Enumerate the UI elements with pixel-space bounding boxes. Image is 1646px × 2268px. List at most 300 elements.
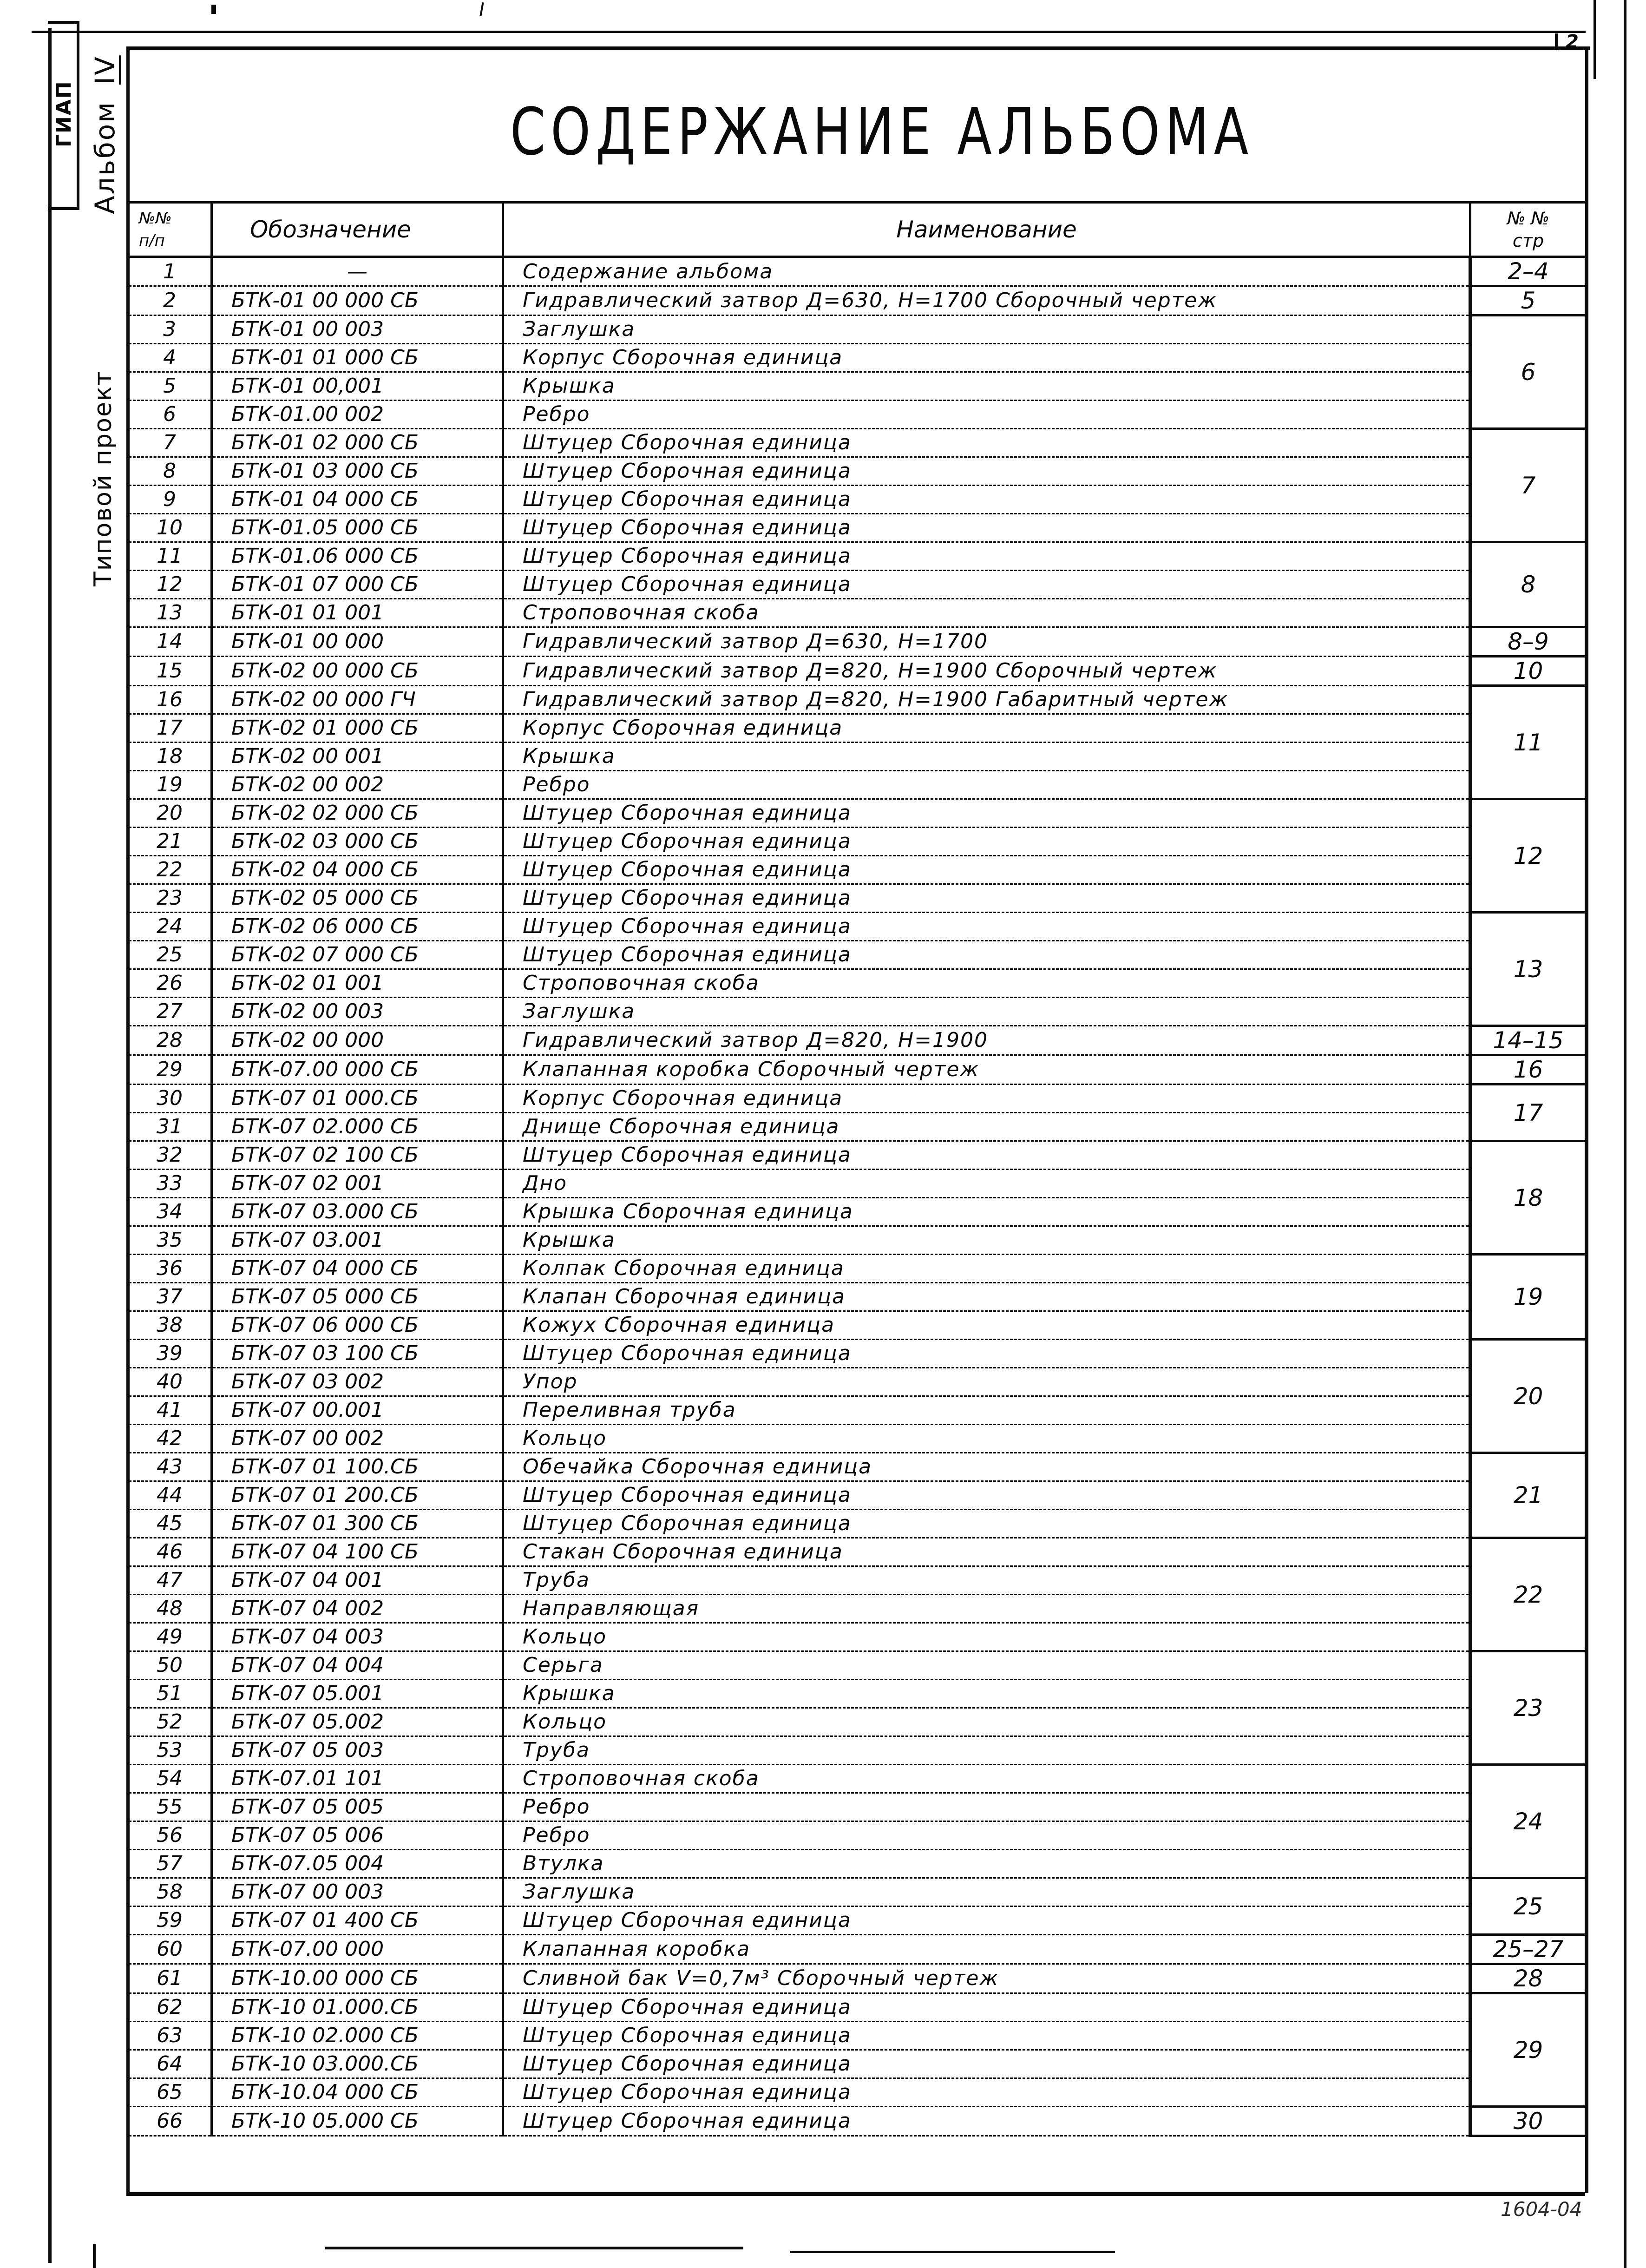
row-number: 53 xyxy=(128,1736,212,1765)
row-number: 32 xyxy=(128,1141,212,1170)
row-number: 11 xyxy=(128,542,212,571)
table-row xyxy=(128,1793,1587,1821)
row-designation: БТК-02 05 000 СБ xyxy=(212,884,503,913)
row-name: Штуцер Сборочная единица xyxy=(503,884,1470,913)
table-row xyxy=(128,429,1587,457)
row-designation: БТК-10 05.000 СБ xyxy=(212,2107,503,2136)
row-designation: БТК-02 06 000 СБ xyxy=(212,913,503,941)
row-number: 51 xyxy=(128,1680,212,1708)
row-designation: БТК-01 01 001 xyxy=(212,599,503,627)
table-row xyxy=(128,627,1587,657)
row-pages: 29 xyxy=(1470,1993,1587,2107)
row-designation: БТК-10.04 000 СБ xyxy=(212,2078,503,2107)
row-number: 63 xyxy=(128,2022,212,2050)
row-designation: БТК-10 01.000.СБ xyxy=(212,1993,503,2022)
row-pages: 11 xyxy=(1470,686,1587,799)
row-name: Штуцер Сборочная единица xyxy=(503,1510,1470,1538)
table-row xyxy=(128,571,1587,599)
row-number: 9 xyxy=(128,486,212,514)
row-designation: БТК-02 00 000 xyxy=(212,1026,503,1055)
row-number: 54 xyxy=(128,1765,212,1793)
row-pages: 16 xyxy=(1470,1055,1587,1085)
table-row xyxy=(128,1085,1587,1113)
row-name: Строповочная скоба xyxy=(503,969,1470,998)
row-designation: БТК-07 06 000 СБ xyxy=(212,1311,503,1340)
table-row xyxy=(128,1170,1587,1198)
row-name: Труба xyxy=(503,1736,1470,1765)
row-number: 3 xyxy=(128,316,212,344)
row-pages: 14–15 xyxy=(1470,1026,1587,1055)
row-name: Клапан Сборочная единица xyxy=(503,1283,1470,1311)
row-designation: БТК-07 05 003 xyxy=(212,1736,503,1765)
row-number: 28 xyxy=(128,1026,212,1055)
row-pages: 28 xyxy=(1470,1964,1587,1993)
table-row xyxy=(128,486,1587,514)
row-name: Штуцер Сборочная единица xyxy=(503,429,1470,457)
row-number: 29 xyxy=(128,1055,212,1085)
row-name: Кольцо xyxy=(503,1623,1470,1651)
row-number: 58 xyxy=(128,1878,212,1906)
row-number: 33 xyxy=(128,1170,212,1198)
table-row xyxy=(128,771,1587,799)
row-number: 10 xyxy=(128,514,212,542)
row-pages: 25 xyxy=(1470,1878,1587,1935)
table-row xyxy=(128,1623,1587,1651)
row-pages: 7 xyxy=(1470,429,1587,542)
row-name: Крышка xyxy=(503,1680,1470,1708)
row-name: Кольцо xyxy=(503,1425,1470,1453)
row-number: 22 xyxy=(128,856,212,884)
row-number: 8 xyxy=(128,457,212,486)
table-row xyxy=(128,286,1587,316)
row-designation: БТК-02 00 000 ГЧ xyxy=(212,686,503,714)
table-row xyxy=(128,1708,1587,1736)
header-pages xyxy=(1470,203,1587,257)
row-number: 23 xyxy=(128,884,212,913)
row-number: 46 xyxy=(128,1538,212,1566)
row-pages: 24 xyxy=(1470,1765,1587,1878)
table-row xyxy=(128,1878,1587,1906)
row-name: Штуцер Сборочная единица xyxy=(503,2050,1470,2078)
row-name: Ребро xyxy=(503,1821,1470,1850)
row-pages: 30 xyxy=(1470,2107,1587,2136)
contents-table xyxy=(126,201,1588,2137)
row-designation: БТК-10.00 000 СБ xyxy=(212,1964,503,1993)
row-name: Заглушка xyxy=(503,1878,1470,1906)
header-number xyxy=(128,203,212,257)
album-number: IV xyxy=(89,55,121,85)
row-name: Штуцер Сборочная единица xyxy=(503,457,1470,486)
header-number-bottom: п/п xyxy=(139,231,165,250)
row-number: 55 xyxy=(128,1793,212,1821)
table-row xyxy=(128,1141,1587,1170)
table-row xyxy=(128,1255,1587,1283)
table-row xyxy=(128,1538,1587,1566)
table-row xyxy=(128,1283,1587,1311)
table-row xyxy=(128,401,1587,429)
table-row xyxy=(128,799,1587,828)
row-name: Направляющая xyxy=(503,1595,1470,1623)
row-pages: 22 xyxy=(1470,1538,1587,1651)
row-pages: 12 xyxy=(1470,799,1587,913)
table-row xyxy=(128,1736,1587,1765)
row-designation: БТК-01.00 002 xyxy=(212,401,503,429)
row-name: Штуцер Сборочная единица xyxy=(503,2078,1470,2107)
table-row xyxy=(128,828,1587,856)
row-designation: БТК-01 07 000 СБ xyxy=(212,571,503,599)
row-name: Штуцер Сборочная единица xyxy=(503,1141,1470,1170)
row-designation: БТК-10 02.000 СБ xyxy=(212,2022,503,2050)
row-designation: БТК-02 07 000 СБ xyxy=(212,941,503,969)
table-body xyxy=(128,257,1587,2136)
table-row xyxy=(128,1510,1587,1538)
row-number: 16 xyxy=(128,686,212,714)
row-number: 60 xyxy=(128,1935,212,1964)
row-name: Дно xyxy=(503,1170,1470,1198)
row-designation: БТК-07.00 000 xyxy=(212,1935,503,1964)
row-designation: БТК-01 03 000 СБ xyxy=(212,457,503,486)
row-designation: БТК-01.05 000 СБ xyxy=(212,514,503,542)
scan-mark xyxy=(1594,0,1596,79)
row-name: Штуцер Сборочная единица xyxy=(503,941,1470,969)
row-number: 2 xyxy=(128,286,212,316)
row-number: 45 xyxy=(128,1510,212,1538)
row-name: Ребро xyxy=(503,1793,1470,1821)
row-designation: БТК-07.01 101 xyxy=(212,1765,503,1793)
row-designation: — xyxy=(212,257,503,286)
row-designation: БТК-07 00 002 xyxy=(212,1425,503,1453)
table-row xyxy=(128,913,1587,941)
row-name: Кольцо xyxy=(503,1708,1470,1736)
scan-mark xyxy=(479,2,484,16)
row-designation: БТК-07 04 000 СБ xyxy=(212,1255,503,1283)
row-number: 36 xyxy=(128,1255,212,1283)
row-pages: 13 xyxy=(1470,913,1587,1026)
header-designation: Обозначение xyxy=(212,203,503,257)
table-row xyxy=(128,1453,1587,1481)
table-row xyxy=(128,1906,1587,1935)
row-name: Упор xyxy=(503,1368,1470,1396)
row-number: 41 xyxy=(128,1396,212,1425)
row-designation: БТК-07 02 100 СБ xyxy=(212,1141,503,1170)
row-number: 40 xyxy=(128,1368,212,1396)
scan-mark xyxy=(790,2251,1115,2253)
row-designation: БТК-02 03 000 СБ xyxy=(212,828,503,856)
row-number: 57 xyxy=(128,1850,212,1878)
row-name: Гидравлический затвор Д=820, Н=1900 xyxy=(503,1026,1470,1055)
row-designation: БТК-02 00 001 xyxy=(212,743,503,771)
table-row xyxy=(128,657,1587,686)
row-name: Корпус Сборочная единица xyxy=(503,344,1470,372)
scan-mark xyxy=(325,2247,743,2249)
row-designation: БТК-07.00 000 СБ xyxy=(212,1055,503,1085)
row-designation: БТК-02 00 003 xyxy=(212,998,503,1026)
row-designation: БТК-01.06 000 СБ xyxy=(212,542,503,571)
album-label xyxy=(88,44,122,225)
row-designation: БТК-02 00 000 СБ xyxy=(212,657,503,686)
row-designation: БТК-01 00 000 xyxy=(212,627,503,657)
row-number: 25 xyxy=(128,941,212,969)
row-number: 24 xyxy=(128,913,212,941)
row-designation: БТК-07 01 000.СБ xyxy=(212,1085,503,1113)
row-pages: 21 xyxy=(1470,1453,1587,1538)
row-designation: БТК-07 00 003 xyxy=(212,1878,503,1906)
table-row xyxy=(128,1198,1587,1226)
row-name: Штуцер Сборочная единица xyxy=(503,799,1470,828)
table-row xyxy=(128,1113,1587,1141)
row-designation: БТК-07 01 100.СБ xyxy=(212,1453,503,1481)
row-designation: БТК-07 04 002 xyxy=(212,1595,503,1623)
scan-mark xyxy=(93,2244,96,2268)
row-pages: 25–27 xyxy=(1470,1935,1587,1964)
row-designation: БТК-02 02 000 СБ xyxy=(212,799,503,828)
row-designation: БТК-07 01 300 СБ xyxy=(212,1510,503,1538)
table-row xyxy=(128,1935,1587,1964)
row-pages: 19 xyxy=(1470,1255,1587,1340)
row-name: Кожух Сборочная единица xyxy=(503,1311,1470,1340)
table-row xyxy=(128,1368,1587,1396)
row-name: Штуцер Сборочная единица xyxy=(503,514,1470,542)
header-number-top: №№ xyxy=(139,209,172,228)
row-designation: БТК-01 01 000 СБ xyxy=(212,344,503,372)
table-header-row xyxy=(128,203,1587,257)
table-row xyxy=(128,884,1587,913)
row-name: Содержание альбома xyxy=(503,257,1470,286)
table-row xyxy=(128,743,1587,771)
header-name: Наименование xyxy=(503,203,1470,257)
row-name: Гидравлический затвор Д=820, Н=1900 Габаритный чертеж xyxy=(503,686,1470,714)
row-designation: БТК-01 04 000 СБ xyxy=(212,486,503,514)
row-designation: БТК-01 00,001 xyxy=(212,372,503,401)
table-row xyxy=(128,599,1587,627)
row-name: Переливная труба xyxy=(503,1396,1470,1425)
row-name: Гидравлический затвор Д=820, Н=1900 Сборочный чертеж xyxy=(503,657,1470,686)
row-designation: БТК-07 05 000 СБ xyxy=(212,1283,503,1311)
row-number: 1 xyxy=(128,257,212,286)
row-name: Сливной бак V=0,7м³ Сборочный чертеж xyxy=(503,1964,1470,1993)
row-designation: БТК-07 03 002 xyxy=(212,1368,503,1396)
row-number: 35 xyxy=(128,1226,212,1255)
institute-label: ГИАП xyxy=(52,80,76,147)
table-row xyxy=(128,1651,1587,1680)
row-name: Серьга xyxy=(503,1651,1470,1680)
table-row xyxy=(128,1680,1587,1708)
row-name: Корпус Сборочная единица xyxy=(503,1085,1470,1113)
row-designation: БТК-02 01 001 xyxy=(212,969,503,998)
row-number: 42 xyxy=(128,1425,212,1453)
header-pages-top: № № xyxy=(1507,208,1550,229)
row-number: 6 xyxy=(128,401,212,429)
row-designation: БТК-07 02 001 xyxy=(212,1170,503,1198)
row-number: 27 xyxy=(128,998,212,1026)
table-row xyxy=(128,1566,1587,1595)
row-name: Заглушка xyxy=(503,998,1470,1026)
project-type-label: Типовой проект xyxy=(89,370,117,587)
top-border-line xyxy=(32,31,1586,33)
row-designation: БТК-07 01 200.СБ xyxy=(212,1481,503,1510)
row-name: Штуцер Сборочная единица xyxy=(503,571,1470,599)
row-number: 30 xyxy=(128,1085,212,1113)
table-row xyxy=(128,1765,1587,1793)
row-designation: БТК-07 05.002 xyxy=(212,1708,503,1736)
row-name: Труба xyxy=(503,1566,1470,1595)
row-name: Штуцер Сборочная единица xyxy=(503,1993,1470,2022)
table-row xyxy=(128,2078,1587,2107)
album-word: Альбом xyxy=(89,101,121,215)
row-number: 47 xyxy=(128,1566,212,1595)
row-name: Клапанная коробка Сборочный чертеж xyxy=(503,1055,1470,1085)
row-designation: БТК-02 00 002 xyxy=(212,771,503,799)
row-number: 13 xyxy=(128,599,212,627)
left-margin-line xyxy=(48,28,52,2263)
row-number: 14 xyxy=(128,627,212,657)
table-row xyxy=(128,1026,1587,1055)
page-number: 2 xyxy=(1566,31,1579,53)
row-number: 39 xyxy=(128,1340,212,1368)
row-name: Штуцер Сборочная единица xyxy=(503,1481,1470,1510)
row-pages: 2–4 xyxy=(1470,257,1587,286)
row-number: 18 xyxy=(128,743,212,771)
row-name: Штуцер Сборочная единица xyxy=(503,913,1470,941)
row-number: 26 xyxy=(128,969,212,998)
table-row xyxy=(128,714,1587,743)
row-designation: БТК-01 00 000 СБ xyxy=(212,286,503,316)
row-name: Колпак Сборочная единица xyxy=(503,1255,1470,1283)
row-name: Гидравлический затвор Д=630, Н=1700 xyxy=(503,627,1470,657)
row-number: 59 xyxy=(128,1906,212,1935)
row-designation: БТК-07 01 400 СБ xyxy=(212,1906,503,1935)
table-row xyxy=(128,2107,1587,2136)
row-number: 34 xyxy=(128,1198,212,1226)
row-name: Заглушка xyxy=(503,316,1470,344)
table-row xyxy=(128,1481,1587,1510)
row-designation: БТК-07 03.000 СБ xyxy=(212,1198,503,1226)
table-row xyxy=(128,257,1587,286)
row-name: Клапанная коробка xyxy=(503,1935,1470,1964)
row-pages: 8–9 xyxy=(1470,627,1587,657)
row-number: 15 xyxy=(128,657,212,686)
table-row xyxy=(128,1821,1587,1850)
row-name: Крышка xyxy=(503,372,1470,401)
row-number: 38 xyxy=(128,1311,212,1340)
table-row xyxy=(128,1595,1587,1623)
row-number: 56 xyxy=(128,1821,212,1850)
row-name: Штуцер Сборочная единица xyxy=(503,828,1470,856)
row-name: Штуцер Сборочная единица xyxy=(503,1340,1470,1368)
row-pages: 10 xyxy=(1470,657,1587,686)
table-row xyxy=(128,1055,1587,1085)
row-number: 37 xyxy=(128,1283,212,1311)
row-number: 66 xyxy=(128,2107,212,2136)
row-number: 4 xyxy=(128,344,212,372)
row-designation: БТК-07 05.001 xyxy=(212,1680,503,1708)
table-row xyxy=(128,686,1587,714)
row-number: 7 xyxy=(128,429,212,457)
row-number: 65 xyxy=(128,2078,212,2107)
table-row xyxy=(128,316,1587,344)
row-designation: БТК-10 03.000.СБ xyxy=(212,2050,503,2078)
row-name: Втулка xyxy=(503,1850,1470,1878)
table-row xyxy=(128,372,1587,401)
row-designation: БТК-07 00.001 xyxy=(212,1396,503,1425)
row-name: Крышка xyxy=(503,743,1470,771)
row-designation: БТК-01 02 000 СБ xyxy=(212,429,503,457)
row-name: Штуцер Сборочная единица xyxy=(503,2022,1470,2050)
row-number: 5 xyxy=(128,372,212,401)
row-pages: 8 xyxy=(1470,542,1587,627)
row-number: 62 xyxy=(128,1993,212,2022)
row-number: 31 xyxy=(128,1113,212,1141)
table-row xyxy=(128,1226,1587,1255)
row-name: Днище Сборочная единица xyxy=(503,1113,1470,1141)
row-number: 19 xyxy=(128,771,212,799)
row-number: 43 xyxy=(128,1453,212,1481)
row-designation: БТК-07 04 004 xyxy=(212,1651,503,1680)
table-row xyxy=(128,1425,1587,1453)
row-pages: 5 xyxy=(1470,286,1587,316)
table-row xyxy=(128,344,1587,372)
row-name: Крышка Сборочная единица xyxy=(503,1198,1470,1226)
row-designation: БТК-02 01 000 СБ xyxy=(212,714,503,743)
table-row xyxy=(128,1340,1587,1368)
row-designation: БТК-07 05 005 xyxy=(212,1793,503,1821)
table-row xyxy=(128,1993,1587,2022)
row-number: 17 xyxy=(128,714,212,743)
row-name: Штуцер Сборочная единица xyxy=(503,856,1470,884)
row-designation: БТК-07 05 006 xyxy=(212,1821,503,1850)
row-designation: БТК-07 04 100 СБ xyxy=(212,1538,503,1566)
row-name: Штуцер Сборочная единица xyxy=(503,1906,1470,1935)
table-row xyxy=(128,998,1587,1026)
row-number: 64 xyxy=(128,2050,212,2078)
row-name: Гидравлический затвор Д=630, Н=1700 Сборочный чертеж xyxy=(503,286,1470,316)
table-row xyxy=(128,941,1587,969)
row-number: 49 xyxy=(128,1623,212,1651)
row-name: Ребро xyxy=(503,401,1470,429)
row-number: 20 xyxy=(128,799,212,828)
table-row xyxy=(128,1850,1587,1878)
table-row xyxy=(128,856,1587,884)
table-row xyxy=(128,2022,1587,2050)
table-row xyxy=(128,2050,1587,2078)
row-designation: БТК-07 04 001 xyxy=(212,1566,503,1595)
row-designation: БТК-07.05 004 xyxy=(212,1850,503,1878)
row-pages: 23 xyxy=(1470,1651,1587,1765)
row-pages: 20 xyxy=(1470,1340,1587,1453)
table-row xyxy=(128,1964,1587,1993)
row-designation: БТК-07 04 003 xyxy=(212,1623,503,1651)
document-code: 1604-04 xyxy=(1501,2198,1582,2221)
row-name: Ребро xyxy=(503,771,1470,799)
row-designation: БТК-01 00 003 xyxy=(212,316,503,344)
page-title: СОДЕРЖАНИЕ АЛЬБОМА xyxy=(510,94,1254,170)
row-name: Корпус Сборочная единица xyxy=(503,714,1470,743)
row-number: 48 xyxy=(128,1595,212,1623)
row-pages: 18 xyxy=(1470,1141,1587,1255)
row-name: Стакан Сборочная единица xyxy=(503,1538,1470,1566)
row-number: 50 xyxy=(128,1651,212,1680)
row-number: 52 xyxy=(128,1708,212,1736)
table-row xyxy=(128,1311,1587,1340)
table-row xyxy=(128,969,1587,998)
row-name: Строповочная скоба xyxy=(503,599,1470,627)
bottom-frame-line xyxy=(126,2192,1585,2196)
header-pages-bottom: стр xyxy=(1512,230,1544,251)
scan-mark xyxy=(211,5,216,14)
table-row xyxy=(128,514,1587,542)
row-name: Штуцер Сборочная единица xyxy=(503,542,1470,571)
row-pages: 6 xyxy=(1470,316,1587,429)
